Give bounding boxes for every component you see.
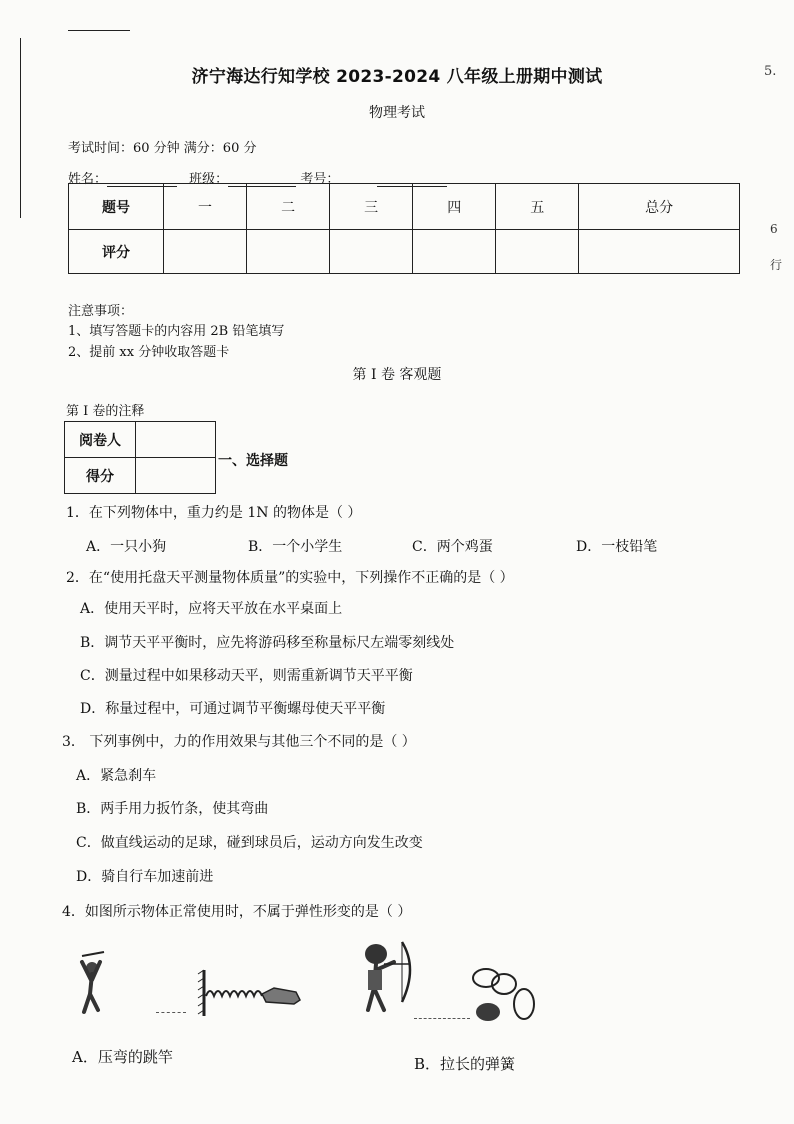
question-2-option-c: C．测量过程中如果移动天平，则需重新调节天平平衡	[80, 668, 413, 684]
score-col-4: 四	[413, 184, 496, 230]
score-table-row-label-score: 评分	[69, 230, 164, 274]
question-3-option-a: A．紧急刹车	[76, 768, 157, 784]
question-4-caption-a: A．压弯的跳竿	[72, 1048, 173, 1066]
question-2-option-b: B．调节天平平衡时，应先将游码移至称量标尺左端零刻线处	[80, 635, 455, 651]
header-rule	[68, 30, 130, 31]
question-2-option-d: D．称量过程中，可通过调节平衡螺母使天平平衡	[80, 701, 386, 717]
name-label: 姓名：	[68, 172, 108, 187]
question-1-option-d: D．一枝铅笔	[576, 539, 658, 555]
section-score-label: 得分	[65, 458, 136, 494]
number-label: 考号：	[300, 172, 340, 187]
question-1-option-c: C．两个鸡蛋	[412, 539, 493, 555]
margin-note: 5.	[764, 64, 777, 79]
notes-heading: 注意事项：	[68, 304, 134, 319]
reader-cell[interactable]	[136, 422, 216, 458]
reader-label: 阅卷人	[65, 422, 136, 458]
notes-item: 2、提前 xx 分钟收取答题卡	[68, 345, 230, 360]
score-col-5: 五	[496, 184, 579, 230]
section-title: 一、选择题	[218, 453, 288, 469]
exam-subtitle: 物理考试	[369, 105, 425, 121]
class-label: 班级：	[189, 172, 229, 187]
score-col-3: 三	[330, 184, 413, 230]
volume-note: 第 I 卷的注释	[66, 404, 145, 419]
question-3-option-c: C．做直线运动的足球，碰到球员后，运动方向发生改变	[76, 835, 423, 851]
question-1-option-b: B．一个小学生	[248, 539, 343, 555]
spring-figure	[190, 968, 306, 1018]
exam-time-score: 考试时间：60 分钟 满分：60 分	[68, 141, 257, 156]
score-cell[interactable]	[579, 230, 740, 274]
volume-title: 第 I 卷 客观题	[352, 367, 442, 383]
score-cell[interactable]	[164, 230, 247, 274]
pole-vaulter-figure	[70, 948, 130, 1020]
score-col-2: 二	[247, 184, 330, 230]
question-4-caption-b: B．拉长的弹簧	[414, 1055, 516, 1073]
question-1-stem: 1．在下列物体中，重力约是 1N 的物体是（ ）	[66, 505, 362, 521]
question-3-option-b: B．两手用力扳竹条，使其弯曲	[76, 801, 269, 817]
question-1-option-a: A．一只小狗	[86, 539, 167, 555]
score-cell[interactable]	[330, 230, 413, 274]
score-cell[interactable]	[247, 230, 330, 274]
score-table	[68, 183, 740, 274]
question-3-option-d: D．骑自行车加速前进	[76, 869, 214, 885]
notes-item: 1、填写答题卡的内容用 2B 铅笔填写	[68, 324, 285, 339]
score-table-row-label-question: 题号	[69, 184, 164, 230]
dotted-leader	[414, 1018, 470, 1019]
exam-title: 济宁海达行知学校 2023-2024 八年级上册期中测试	[191, 67, 603, 87]
score-cell[interactable]	[413, 230, 496, 274]
score-col-total: 总分	[579, 184, 740, 230]
edge-mark-1: 6	[770, 222, 778, 236]
score-col-1: 一	[164, 184, 247, 230]
score-cell[interactable]	[496, 230, 579, 274]
question-2-option-a: A．使用天平时，应将天平放在水平桌面上	[80, 601, 343, 617]
reader-table	[64, 421, 216, 494]
question-2-stem: 2．在“使用托盘天平测量物体质量”的实验中，下列操作不正确的是（ ）	[66, 570, 514, 586]
archer-figure	[354, 940, 420, 1014]
question-3-stem: 3． 下列事例中，力的作用效果与其他三个不同的是（ ）	[62, 734, 416, 750]
balls-figure	[468, 962, 540, 1026]
dotted-leader	[156, 1012, 186, 1013]
question-4-stem: 4．如图所示物体正常使用时，不属于弹性形变的是（ ）	[62, 904, 412, 920]
section-score-cell[interactable]	[136, 458, 216, 494]
edge-mark-2: 行	[770, 258, 783, 272]
